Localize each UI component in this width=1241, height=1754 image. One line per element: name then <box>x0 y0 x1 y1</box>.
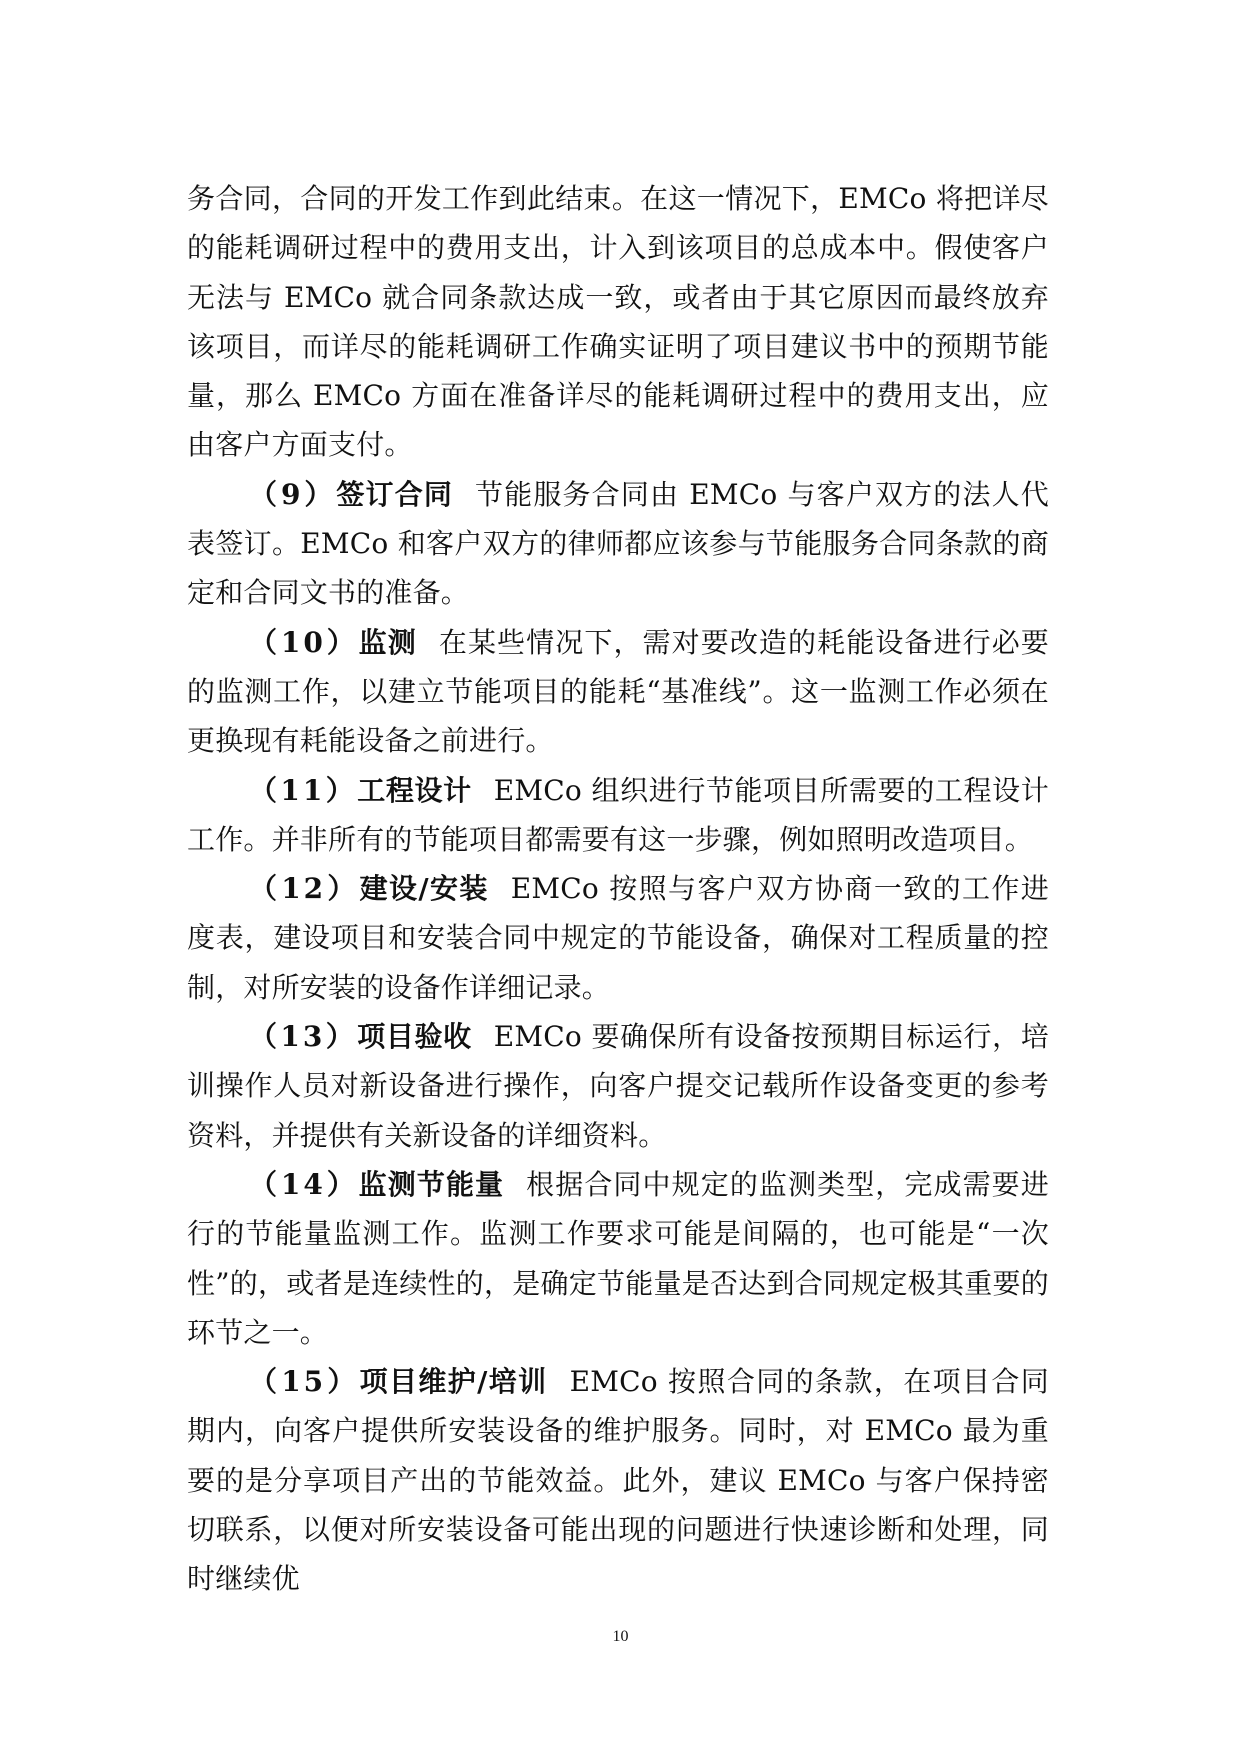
section-number: （9） <box>249 477 337 511</box>
section-text: EMCo 要确保所有设备按预期目标运行，培训操作人员对新设备进行操作，向客户提交记载所作设备变更的参考资料，并提供有关新设备的详细资料。 <box>187 1020 1049 1152</box>
section-12 <box>187 864 1049 1012</box>
section-14 <box>187 1160 1049 1357</box>
section-11 <box>187 766 1049 865</box>
section-heading: 监测 <box>358 625 417 659</box>
page-number: 10 <box>612 1628 629 1645</box>
section-heading: 项目维护/培训 <box>359 1365 548 1399</box>
section-text: 节能服务合同由 EMCo 与客户双方的法人代表签订。EMCo 和客户双方的律师都应该参与节能服务合同条款的商定和合同文书的准备。 <box>187 477 1049 610</box>
section-9 <box>187 470 1049 618</box>
section-10 <box>187 618 1049 766</box>
section-13 <box>187 1012 1049 1160</box>
section-number: （15） <box>249 1365 360 1399</box>
section-text: 根据合同中规定的监测类型，完成需要进行的节能量监测工作。监测工作要求可能是间隔的，也可能是“一次性”的，或者是连续性的，是确定节能量是否达到合同规定极其重要的环节之一。 <box>187 1167 1049 1349</box>
section-text: EMCo 组织进行节能项目所需要的工程设计工作。并非所有的节能项目都需要有这一步骤，例如照明改造项目。 <box>187 773 1049 856</box>
section-heading: 工程设计 <box>357 773 472 807</box>
section-text: EMCo 按照与客户双方协商一致的工作进度表，建设项目和安装合同中规定的节能设备，确保对工程质量的控制，对所安装的设备作详细记录。 <box>187 872 1050 1004</box>
section-text: 在某些情况下，需对要改造的耗能设备进行必要的监测工作，以建立节能项目的能耗“基准线”。这一监测工作必须在更换现有耗能设备之前进行。 <box>187 625 1049 758</box>
section-number: （11） <box>249 773 358 807</box>
section-heading: 签订合同 <box>336 477 454 511</box>
section-heading: 监测节能量 <box>358 1167 505 1201</box>
section-number: （10） <box>249 625 359 659</box>
section-heading: 项目验收 <box>357 1020 472 1054</box>
section-number: （12） <box>249 872 360 906</box>
section-15 <box>187 1357 1049 1603</box>
continuation-paragraph: 务合同，合同的开发工作到此结束。在这一情况下，EMCo 将把详尽的能耗调研过程中的费用支出，计入到该项目的总成本中。假使客户无法与 EMCo 就合同条款达成一致，或者由于其它原因而最终放弃该项目，而详尽的能耗调研工作确实证明了项目建议书中的预期节能量，那么 EMCo 方面在准备详尽的能耗调研过程中的费用支出，应由客户方面支付。 <box>187 182 1049 462</box>
document-body <box>187 174 1049 1604</box>
section-number: （13） <box>249 1020 358 1054</box>
section-text: EMCo 按照合同的条款，在项目合同期内，向客户提供所安装设备的维护服务。同时，对 EMCo 最为重要的是分享项目产出的节能效益。此外，建议 EMCo 与客户保持密切联系，以便对所安装设备可能出现的问题进行快速诊断和处理，同时继续优 <box>187 1365 1049 1596</box>
section-number: （14） <box>249 1167 359 1201</box>
section-heading: 建设/安装 <box>359 872 489 906</box>
